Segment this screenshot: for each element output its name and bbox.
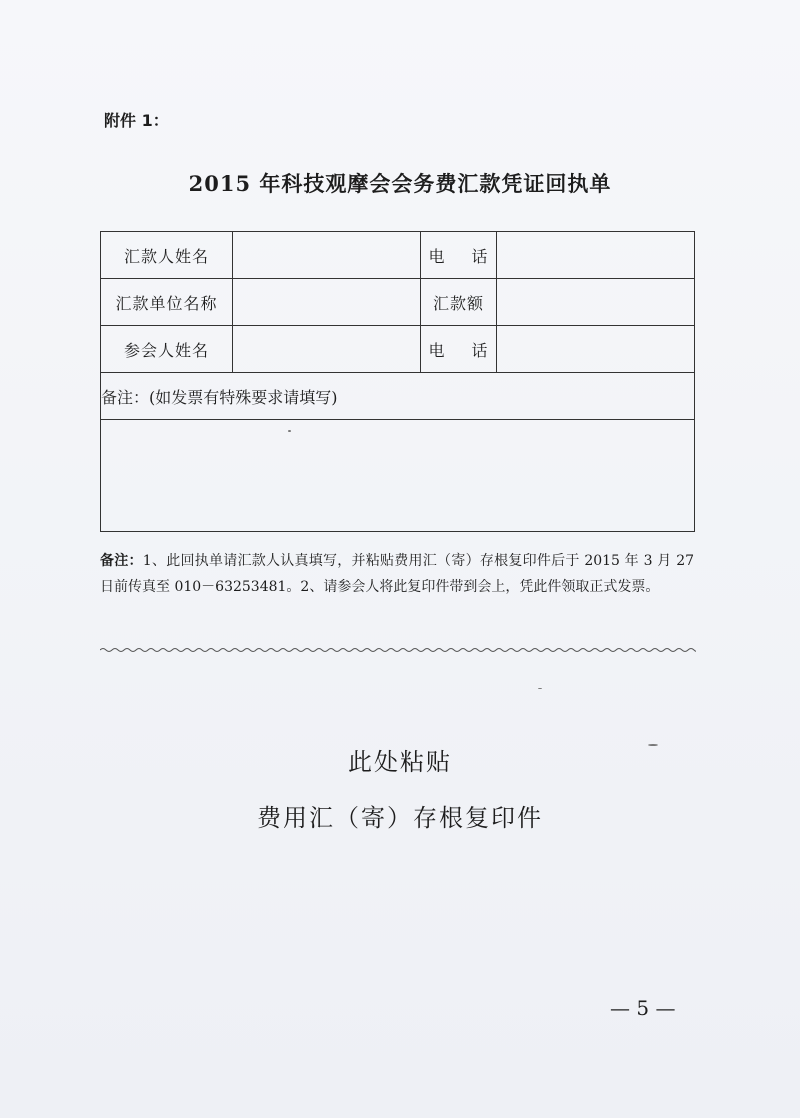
cut-line bbox=[100, 646, 696, 654]
scan-speck bbox=[288, 430, 291, 432]
scan-speck bbox=[538, 688, 542, 689]
page-number: — 5 — bbox=[610, 996, 676, 1020]
attendee-name-label: 参会人姓名 bbox=[101, 326, 233, 373]
table-row bbox=[101, 326, 695, 373]
scan-speck bbox=[648, 744, 658, 746]
footnote-text: 1、此回执单请汇款人认真填写，并粘贴费用汇（寄）存根复印件后于 2015 年 3 月 27 日前传真至 010－63253481。2、请参会人将此复印件带到会上，凭此件领取正式发票。 bbox=[100, 553, 695, 595]
attachment-label: 附件 1： bbox=[104, 111, 169, 130]
form-title: 2015 年科技观摩会会务费汇款凭证回执单 bbox=[188, 171, 612, 196]
payer-name-label: 汇款人姓名 bbox=[101, 232, 233, 279]
paste-here-heading: 此处粘贴 bbox=[348, 748, 452, 776]
remarks-field[interactable] bbox=[101, 420, 695, 532]
footnote-prefix: 备注： bbox=[100, 553, 143, 569]
amount-field[interactable] bbox=[497, 279, 695, 326]
payer-phone-field[interactable] bbox=[497, 232, 695, 279]
payer-unit-label: 汇款单位名称 bbox=[101, 279, 233, 326]
receipt-form-table bbox=[100, 231, 695, 532]
remarks-label: 备注：(如发票有特殊要求请填写) bbox=[101, 373, 695, 420]
payer-name-field[interactable] bbox=[233, 232, 421, 279]
payer-unit-field[interactable] bbox=[233, 279, 421, 326]
table-row bbox=[101, 373, 695, 420]
paste-stub-copy-heading: 费用汇（寄）存根复印件 bbox=[257, 804, 543, 832]
phone-label: 电 话 bbox=[421, 326, 497, 373]
phone-label: 电 话 bbox=[421, 232, 497, 279]
amount-label: 汇款额 bbox=[421, 279, 497, 326]
table-row bbox=[101, 232, 695, 279]
table-row bbox=[101, 279, 695, 326]
table-row bbox=[101, 420, 695, 532]
attendee-phone-field[interactable] bbox=[497, 326, 695, 373]
attendee-name-field[interactable] bbox=[233, 326, 421, 373]
footnote bbox=[100, 548, 694, 600]
